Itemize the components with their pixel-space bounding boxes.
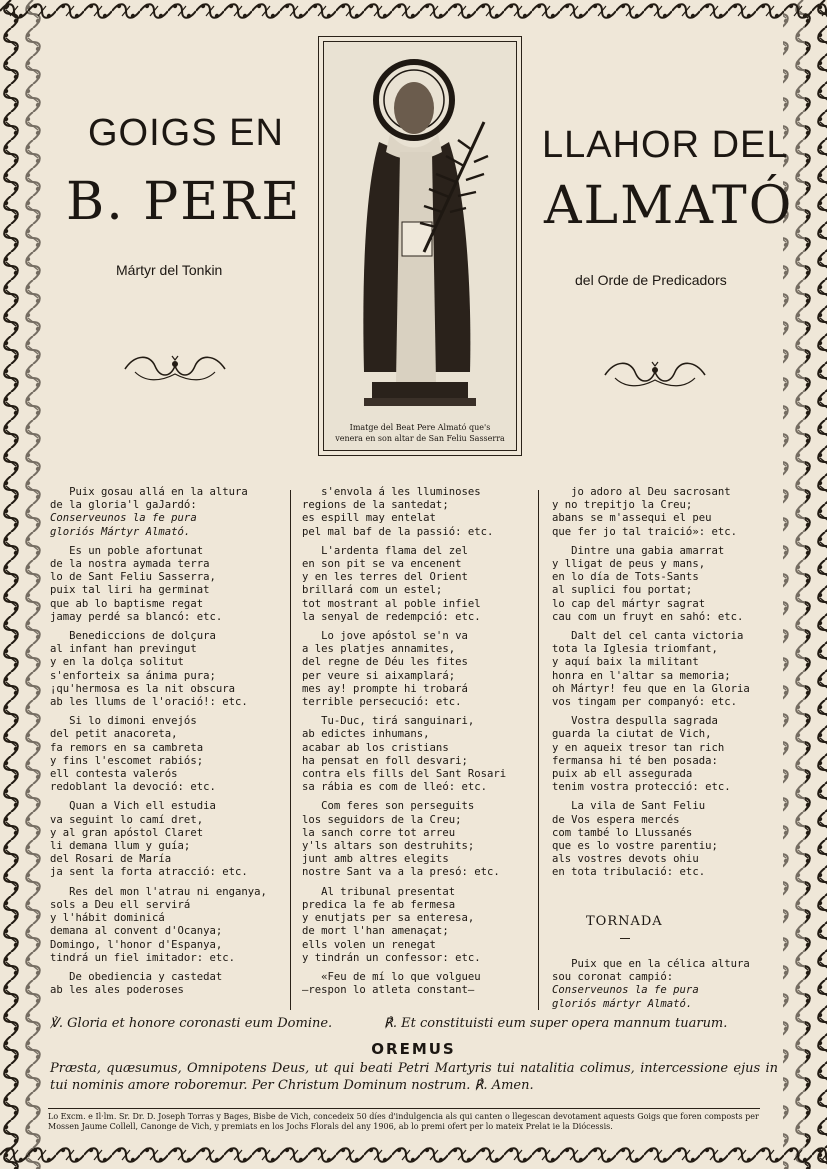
stanza: [50, 715, 267, 794]
portrait-caption-line-1: Imatge del Beat Pere Almató que's: [349, 423, 491, 432]
verse-line: li demana llum y guía;: [50, 840, 191, 853]
verse-line: Lo jove apóstol se'n va: [302, 630, 468, 643]
verse-line: y en les terres del Orient: [302, 571, 468, 584]
stanza: [50, 486, 267, 539]
verse-line: ha pensat en foll desvari;: [302, 754, 468, 767]
verse-line: del regne de Déu les fites: [302, 656, 468, 669]
verse-line: y en la dolça solitut: [50, 656, 184, 669]
verse-line: y al gran apóstol Claret: [50, 826, 204, 839]
verse-line: y'ls altars son destruhits;: [302, 840, 475, 853]
stanza: [50, 971, 267, 997]
verse-line: Al tribunal presentat: [302, 885, 456, 898]
verse-line: sa rábia es com de lleó: etc.: [302, 781, 487, 794]
stanza: [302, 800, 506, 879]
verse-line: jo adoro al Deu sacrosant: [552, 486, 731, 498]
verse-line: Vostra despulla sagrada: [552, 715, 718, 728]
verse-line: Benediccions de dolçura: [50, 630, 216, 643]
verse-line: a les platjes annamites,: [302, 643, 456, 656]
verse-line: pel mal baf de la passió: etc.: [302, 525, 494, 538]
poem-column-1: [50, 486, 267, 1003]
response: ℟. Et constituisti eum super opera mannum tuarum.: [384, 1016, 728, 1031]
prayer-text: Præsta, quæsumus, Omnipotens Deus, ut qui beati Petri Martyris tui natalitia colimus, intercessione ejus in tui nominis amore roboremur. Per Christum Dominum nostrum. ℟. Amen.: [50, 1061, 778, 1093]
verse-line: redoblant la devoció: etc.: [50, 781, 216, 794]
verse-line: Domingo, l'honor d'Espanya,: [50, 938, 223, 951]
flourish-ornament-icon: [120, 352, 230, 386]
subtitle-right: del Orde de Predicadors: [575, 272, 727, 288]
verse-line: en tota tribulació: etc.: [552, 866, 706, 879]
verse-line: que es lo vostre parentiu;: [552, 840, 718, 853]
verse-line: Es un poble afortunat: [50, 544, 204, 557]
poem-column-3: [552, 486, 750, 886]
oremus-heading: OREMUS: [371, 1040, 456, 1058]
tornada-heading: TORNADA: [586, 914, 663, 929]
verse-line: guarda la ciutat de Vich,: [552, 728, 712, 741]
subtitle-left: Mártyr del Tonkin: [116, 262, 223, 278]
stanza: [50, 630, 267, 709]
verse-line: Conserveunos la fe pura: [50, 512, 197, 525]
verse-line: tindrá un fiel imitador: etc.: [50, 951, 235, 964]
verse-line: abans se m'assequi el peu: [552, 512, 712, 525]
verse-line: gloriós mártyr Almató.: [552, 997, 693, 1010]
verse-line: oh Mártyr! feu que en la Gloria: [552, 682, 750, 695]
verse-line: tenim vostra protecció: etc.: [552, 781, 731, 794]
verse-line: y aquí baix la militant: [552, 656, 699, 669]
verse-line: la senyal de redempció: etc.: [302, 610, 481, 623]
verse-line: que fer jo tal traició»: etc.: [552, 525, 737, 538]
verse-line: Conserveunos la fe pura: [552, 984, 699, 997]
verse-line: puix tal liri ha germinat: [50, 584, 210, 597]
verse-line: ab les llums de l'oració!: etc.: [50, 696, 248, 709]
verse-line: ab les ales poderoses: [50, 984, 184, 997]
verse-line: de la gloria'l gaJardó:: [50, 499, 197, 512]
verse-line: lo cap del mártyr sagrat: [552, 597, 706, 610]
verse-line: brillará com un estel;: [302, 584, 443, 597]
stanza: [302, 971, 506, 997]
verse-line: es espill may entelat: [302, 512, 436, 525]
verse-line: ell contesta valerós: [50, 768, 178, 781]
verse-line: y fins l'escomet rabiós;: [50, 754, 204, 767]
verse-line: los seguidors de la Creu;: [302, 813, 462, 826]
title-right-top: LLAHOR DEL: [542, 124, 789, 166]
verse-line: al suplici fou portat;: [552, 584, 693, 597]
verse-line: «Feu de mí lo que volgueu: [302, 970, 481, 983]
verse-line: puix ab ell assegurada: [552, 768, 693, 781]
verse-line: L'ardenta flama del zel: [302, 544, 468, 557]
saint-portrait-frame: [318, 36, 522, 456]
verse-line: Puix que en la célica altura: [552, 958, 750, 970]
saint-figure-image: [324, 42, 516, 422]
verse-line: sou coronat campió:: [552, 971, 674, 984]
stanza: [552, 800, 750, 879]
stanza: [552, 545, 750, 624]
verse-line: Tu-Duc, tirá sanguinari,: [302, 715, 475, 728]
tornada-dash: [620, 938, 630, 939]
poem-column-2: [302, 486, 506, 1003]
verse-line: demana al convent d'Ocanya;: [50, 925, 223, 938]
portrait-caption-line-2: venera en son altar de San Feliu Sasserra: [335, 434, 505, 443]
verse-line: fermansa hi té ben posada:: [552, 754, 718, 767]
verse-line: la sanch corre tot arreu: [302, 826, 456, 839]
verse-line: junt amb altres elegits: [302, 853, 449, 866]
verse-line: en lo día de Tots-Sants: [552, 571, 699, 584]
verse-line: tota la Iglesia triomfant,: [552, 643, 718, 656]
verse-line: en son pit se va encenent: [302, 558, 462, 571]
verse-line: jamay perdé sa blancó: etc.: [50, 610, 223, 623]
verse-line: —respon lo atleta constant—: [302, 984, 475, 997]
stanza: [302, 630, 506, 709]
verse-line: Res del mon l'atrau ni enganya,: [50, 885, 267, 898]
verse-line: de mort l'han amenaçat;: [302, 925, 449, 938]
tornada-verse: [552, 958, 750, 1011]
verse-line: y enutjats per sa enteresa,: [302, 912, 475, 925]
verse-line: nostre Sant va a la presó: etc.: [302, 866, 500, 879]
verse-line: predica la fe ab fermesa: [302, 898, 456, 911]
stanza: [302, 715, 506, 794]
title-left-top: GOIGS EN: [88, 112, 284, 154]
verse-line: sols a Deu ell servirá: [50, 898, 191, 911]
stanza: [302, 545, 506, 624]
verse-line: terrible persecució: etc.: [302, 696, 462, 709]
verse-line: va seguint lo camí dret,: [50, 813, 204, 826]
verse-line: vos tingam per companyó: etc.: [552, 696, 737, 709]
stanza: [50, 545, 267, 624]
verse-line: acabar ab los cristians: [302, 741, 449, 754]
stanza: [302, 486, 506, 539]
verse-line: mes ay! prompte hi trobará: [302, 682, 468, 695]
verse-line: De obediencia y castedat: [50, 970, 223, 983]
stanza: [552, 486, 750, 539]
verse-line: y tindrán un confessor: etc.: [302, 951, 481, 964]
verse-line: contra els fills del Sant Rosari: [302, 768, 507, 781]
column-divider: [538, 490, 539, 1010]
verse-line: lo de Sant Feliu Sasserra,: [50, 571, 216, 584]
verse-line: cau com un fruyt en sahó: etc.: [552, 610, 744, 623]
verse-line: als vostres devots ohiu: [552, 853, 699, 866]
verse-line: ab edictes inhumans,: [302, 728, 430, 741]
stanza: [50, 800, 267, 879]
verse-line: Com feres son perseguits: [302, 800, 475, 813]
verse-line: s'enforteix sa ánima pura;: [50, 669, 216, 682]
verse-line: y no trepitjo la Creu;: [552, 499, 693, 512]
verse-line: honra en l'altar sa memoria;: [552, 669, 731, 682]
verse-line: tot mostrant al poble infiel: [302, 597, 481, 610]
verse-line: com també lo Llussanés: [552, 826, 693, 839]
verse-line: Quan a Vich ell estudia: [50, 800, 216, 813]
verse-line: s'envola á les lluminoses: [302, 486, 481, 498]
verse-line: al infant han previngut: [50, 643, 197, 656]
verse-line: Dalt del cel canta victoria: [552, 630, 744, 643]
verse-line: per veure si aixamplará;: [302, 669, 456, 682]
verse-line: ells volen un renegat: [302, 938, 436, 951]
verse-line: y lligat de peus y mans,: [552, 558, 706, 571]
indulgence-footnote: Lo Excm. e Il·lm. Sr. Dr. D. Joseph Torras y Bages, Bisbe de Vich, concedeix 50 díes d'indulgencia als qui canten o llegescan devotament aquests Goigs que foren composts per Mossen Jaume Collell, Canonge de Vich, y premiats en los Jochs Florals del any 1906, ab lo premi ofert per lo mateix Prelat ie la Diócessis.: [48, 1108, 760, 1132]
verse-line: ¡qu'hermosa es la nit obscura: [50, 682, 235, 695]
verse-line: y l'hábit dominicá: [50, 912, 165, 925]
verse-line: que ab lo baptisme regat: [50, 597, 204, 610]
verse-line: y en aqueix tresor tan rich: [552, 741, 725, 754]
stanza: [50, 886, 267, 965]
verse-line: del Rosari de María: [50, 853, 172, 866]
verse-line: de Vos espera mercés: [552, 813, 680, 826]
title-right-big: ALMATÓ: [544, 176, 794, 236]
flourish-ornament-icon: [600, 358, 710, 392]
stanza: [552, 715, 750, 794]
verse-line: Dintre una gabia amarrat: [552, 544, 725, 557]
verse-line: fa remors en sa cambreta: [50, 741, 204, 754]
verse-line: regions de la santedat;: [302, 499, 449, 512]
stanza: [302, 886, 506, 965]
verse-line: del petit anacoreta,: [50, 728, 178, 741]
versicle: ℣. Gloria et honore coronasti eum Domine.: [50, 1016, 333, 1031]
verse-line: de la nostra aymada terra: [50, 558, 210, 571]
verse-line: La vila de Sant Feliu: [552, 800, 706, 813]
verse-line: gloriós Mártyr Almató.: [50, 525, 191, 538]
title-left-big: B. PERE: [66, 172, 302, 232]
verse-line: Puix gosau allá en la altura: [50, 486, 248, 498]
column-divider: [290, 490, 291, 1010]
verse-line: Si lo dimoni envejós: [50, 715, 197, 728]
stanza: [552, 630, 750, 709]
verse-line: ja sent la forta atracció: etc.: [50, 866, 248, 879]
